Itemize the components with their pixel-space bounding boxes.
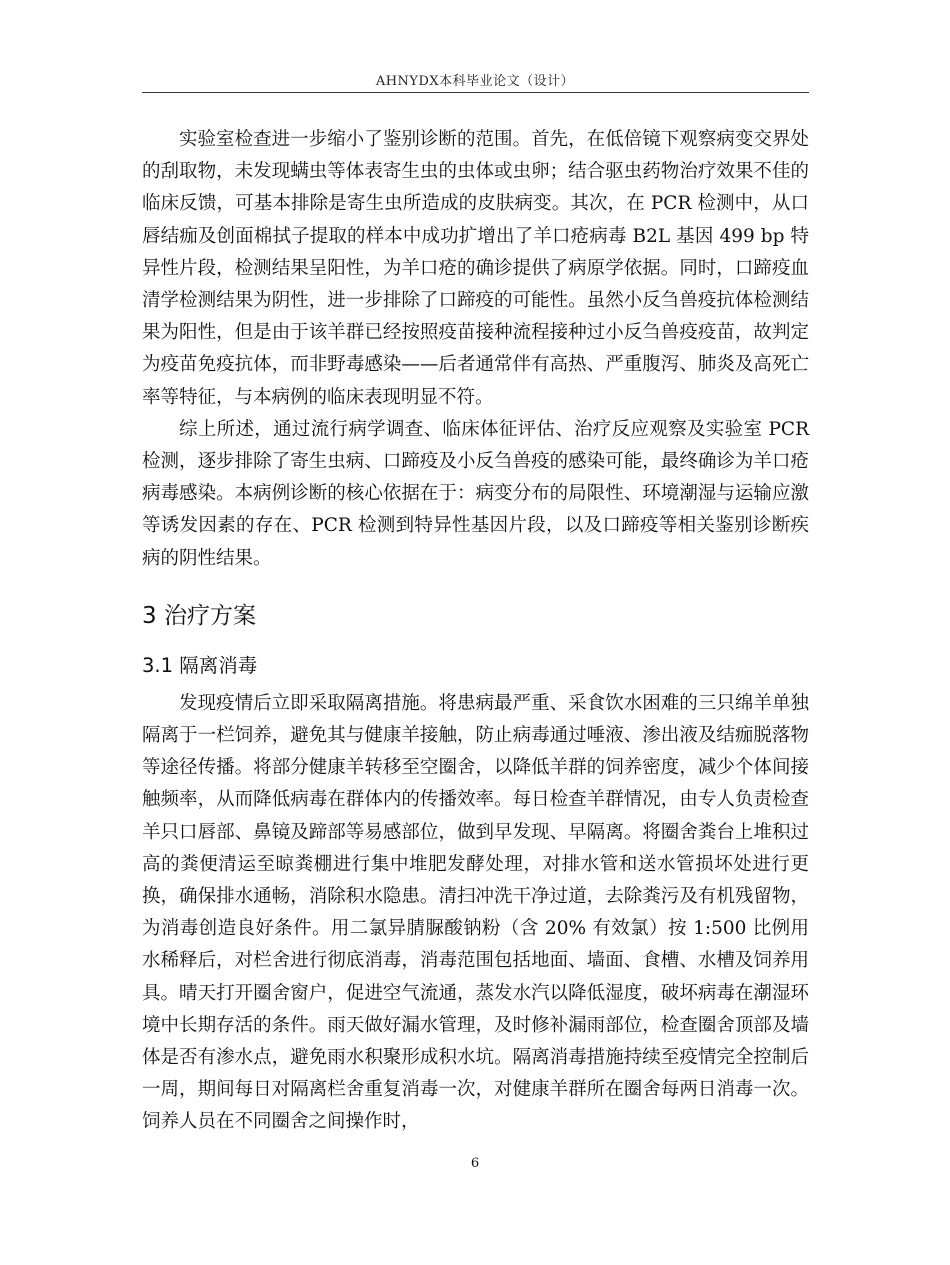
subsection-heading: 3.1 隔离消毒 <box>142 653 258 677</box>
running-header: AHNYDX本科毕业论文（设计） <box>375 74 575 89</box>
header-rule <box>142 92 809 93</box>
paragraph-lab-examination: 实验室检查进一步缩小了鉴别诊断的范围。首先，在低倍镜下观察病变交界处的刮取物，未发现螨虫等体表寄生虫的虫体或虫卵；结合驱虫药物治疗效果不佳的临床反馈，可基本排除是寄生虫所造成的皮肤病变。其次，在 PCR 检测中，从口唇结痂及创面棉拭子提取的样本中成功扩增出了羊口疮病毒 B2L 基因 499 bp 特异性片段，检测结果呈阳性，为羊口疮的确诊提供了病原学依据。同时，口蹄疫血清学检测结果为阴性，进一步排除了口蹄疫的可能性。虽然小反刍兽疫抗体检测结果为阳性，但是由于该羊群已经按照疫苗接种流程接种过小反刍兽疫疫苗，故判定为疫苗免疫抗体，而非野毒感染——后者通常伴有高热、严重腹泻、肺炎及高死亡率等特征，与本病例的临床表现明显不符。 <box>142 129 809 408</box>
section-heading: 3 治疗方案 <box>142 602 256 629</box>
page-number: 6 <box>470 1156 480 1171</box>
page-body <box>142 124 809 1139</box>
paragraph-diagnosis-summary: 综上所述，通过流行病学调查、临床体征评估、治疗反应观察及实验室 PCR 检测，逐步排除了寄生虫病、口蹄疫及小反刍兽疫的感染可能，最终确诊为羊口疮病毒感染。本病例诊断的核心依据在于：病变分布的局限性、环境潮湿与运输应激等诱发因素的存在、PCR 检测到特异性基因片段，以及口蹄疫等相关鉴别诊断疾病的阴性结果。 <box>142 418 809 569</box>
paragraph-isolation-disinfection: 发现疫情后立即采取隔离措施。将患病最严重、采食饮水困难的三只绵羊单独隔离于一栏饲养，避免其与健康羊接触，防止病毒通过唾液、渗出液及结痂脱落物等途径传播。将部分健康羊转移至空圈舍，以降低羊群的饲养密度，减少个体间接触频率，从而降低病毒在群体内的传播效率。每日检查羊群情况，由专人负责检查羊只口唇部、鼻镜及蹄部等易感部位，做到早发现、早隔离。将圈舍粪台上堆积过高的粪便清运至晾粪棚进行集中堆肥发酵处理，对排水管和送水管损坏处进行更换，确保排水通畅，消除积水隐患。清扫冲洗干净过道，去除粪污及有机残留物，为消毒创造良好条件。用二氯异腈脲酸钠粉（含 20% 有效氯）按 1:500 比例用水稀释后，对栏舍进行彻底消毒，消毒范围包括地面、墙面、食槽、水槽及饲养用具。晴天打开圈舍窗户，促进空气流通，蒸发水汽以降低湿度，破坏病毒在潮湿环境中长期存活的条件。雨天做好漏水管理，及时修补漏雨部位，检查圈舍顶部及墙体是否有渗水点，避免雨水积聚形成积水坑。隔离消毒措施持续至疫情完全控制后一周，期间每日对隔离栏舍重复消毒一次，对健康羊群所在圈舍每两日消毒一次。饲养人员在不同圈舍之间操作时， <box>142 692 809 1133</box>
